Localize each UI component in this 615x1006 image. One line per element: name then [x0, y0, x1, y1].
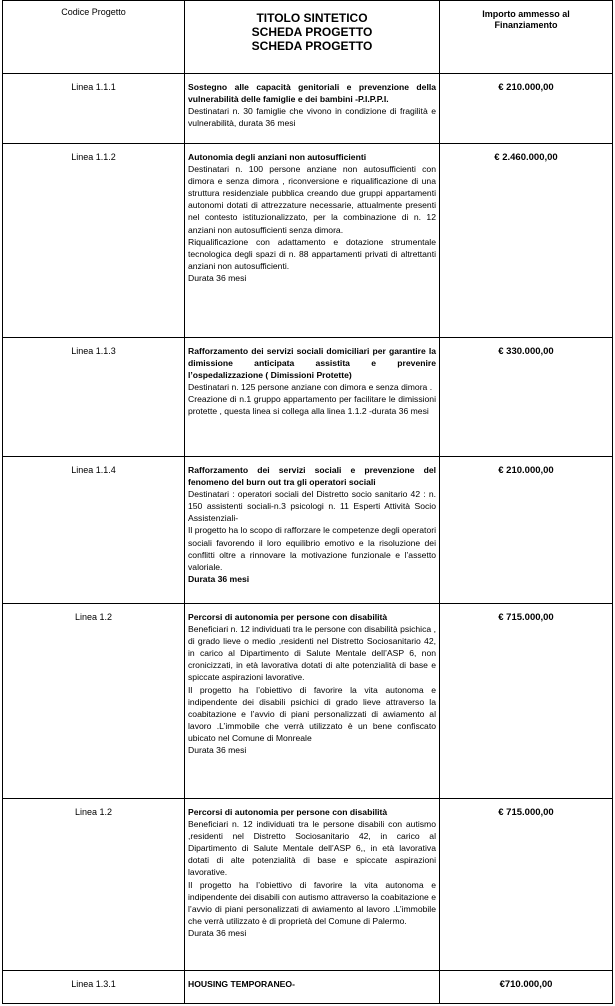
header-title-line: SCHEDA PROGETTO — [251, 39, 373, 53]
project-amount: € 210.000,00 — [498, 82, 554, 93]
project-paragraph: Durata 36 mesi — [188, 927, 247, 938]
code-cell — [3, 457, 185, 604]
project-paragraph: Destinatari n. 30 famiglie che vivono in condizione di fragilità e vulnerabilità, durata 36 mesi — [188, 106, 436, 129]
description-cell — [185, 604, 440, 799]
code-cell — [3, 604, 185, 799]
project-paragraph: Il progetto ha lo scopo di rafforzare le competenze degli operatori sociali favorendo il loro equilibrio emotivo e la risoluzione dei conflitti oltre a rinnovare la motivazione funzionale e l’assetto valoriale. — [188, 525, 436, 572]
header-title-cell — [185, 1, 440, 74]
project-title: Percorsi di autonomia per persone con disabilità — [188, 612, 388, 622]
amount-cell — [440, 144, 613, 338]
header-title-line: SCHEDA PROGETTO — [251, 25, 373, 39]
project-code: Linea 1.3.1 — [71, 979, 116, 989]
description-cell — [185, 971, 440, 1004]
project-paragraph: Il progetto ha l’obiettivo di favorire la vita autonoma e indipendente dei disabili psichici di grado lieve attraverso la coabitazione e l’avvio di piani personalizzati di awiamento al lavoro .L’immobile che verrà utilizzato è un bene confiscato ubicato nel Comune di Monreale — [188, 684, 436, 743]
project-description — [185, 457, 439, 585]
header-amount — [440, 1, 612, 31]
project-paragraph: Durata 36 mesi — [188, 745, 247, 756]
project-paragraph: Durata 36 mesi — [188, 272, 247, 283]
project-amount: € 715.000,00 — [498, 807, 554, 818]
project-paragraph: Destinatari : operatori sociali del Distretto socio sanitario 42 : n. 150 assistenti sociali-n.3 psicologi n. 11 Esperti Attività Socio Assistenziali- — [188, 489, 436, 524]
amount-cell — [440, 604, 613, 799]
code-cell — [3, 144, 185, 338]
project-row — [3, 338, 613, 457]
project-description — [185, 799, 439, 939]
project-paragraph: Il progetto ha l’obiettivo di favorire la vita autonoma e indipendente dei disabili con autismo attraverso la coabitazione e l’avvio di piani personalizzati di awiamento al lavoro .L’immobile che verrà utilizzato è di proprietà del Comune di Palermo. — [188, 879, 436, 926]
project-code: Linea 1.1.1 — [71, 82, 116, 92]
header-amount-cell — [440, 1, 613, 74]
amount-cell — [440, 971, 613, 1004]
project-paragraph: Riqualificazione con adattamento e dotazione strumentale tecnologica degli spazi di n. 88 appartamenti privati di altrettanti anziani non autosufficienti. — [188, 236, 436, 271]
amount-cell — [440, 338, 613, 457]
project-code: Linea 1.1.4 — [71, 465, 116, 475]
project-paragraph: Destinatari n. 125 persone anziane con dimora e senza dimora . — [188, 382, 433, 393]
amount-cell — [440, 457, 613, 604]
description-cell — [185, 799, 440, 971]
header-amount-line: Finanziamento — [494, 20, 558, 30]
project-row — [3, 457, 613, 604]
header-row — [3, 1, 613, 74]
project-code: Linea 1.2 — [74, 612, 113, 622]
header-code-cell — [3, 1, 185, 74]
project-title: Rafforzamento dei servizi sociali e prevenzione del fenomeno del burn out tra gli operatori sociali — [188, 465, 436, 488]
project-row — [3, 144, 613, 338]
project-paragraph: Beneficiari n. 12 individuati tra le persone disabili con autismo ,residenti nel Distretto Sociosanitario 42, in carico al Dipartimento di Salute Mentale dell’ASP 6,, in età lavorativa dotati di alte potenzialità di base e spiccate aspirazioni lavorative. — [188, 819, 436, 878]
project-description — [185, 971, 439, 990]
project-code: Linea 1.1.2 — [71, 152, 116, 162]
header-code: Codice Progetto — [61, 7, 126, 17]
project-amount: € 2.460.000,00 — [494, 152, 558, 163]
project-title: HOUSING TEMPORANEO- — [188, 979, 295, 989]
header-amount-line: Importo ammesso al — [482, 9, 570, 19]
project-code: Linea 1.1.3 — [71, 346, 116, 356]
code-cell — [3, 971, 185, 1004]
project-row — [3, 604, 613, 799]
description-cell — [185, 457, 440, 604]
project-row — [3, 971, 613, 1004]
project-duration: Durata 36 mesi — [188, 573, 250, 584]
project-description — [185, 144, 439, 284]
amount-cell — [440, 74, 613, 144]
project-paragraph: Beneficiari n. 12 individuati tra le persone con disabilità psichica , di grado lieve o medio ,residenti nel Distretto Sociosanitario 42, in carico al Dipartimento di Salute Mentale dell’ASP 6, non cronicizzati, in età lavorativa dotati di alte potenzialità di base e spiccate aspirazioni lavorative. — [188, 624, 436, 683]
amount-cell — [440, 799, 613, 971]
project-title: Percorsi di autonomia per persone con disabilità — [188, 807, 388, 817]
project-row — [3, 799, 613, 971]
code-cell — [3, 74, 185, 144]
project-paragraph: Creazione di n.1 gruppo appartamento per facilitare le dimissioni protette , questa linea si collega alla linea 1.1.2 -durata 36 mesi — [188, 394, 436, 417]
project-amount: € 715.000,00 — [498, 612, 554, 623]
project-table — [2, 0, 613, 1004]
header-title — [185, 1, 439, 53]
header-title-line: TITOLO SINTETICO — [256, 11, 368, 25]
project-code: Linea 1.2 — [74, 807, 113, 817]
code-cell — [3, 338, 185, 457]
description-cell — [185, 74, 440, 144]
project-description — [185, 74, 439, 129]
project-amount: € 330.000,00 — [498, 346, 554, 357]
project-amount: € 210.000,00 — [498, 465, 554, 476]
code-cell — [3, 799, 185, 971]
project-description — [185, 604, 439, 756]
project-title: Rafforzamento dei servizi sociali domiciliari per garantire la dimissione anticipata assistita e prevenire l’ospedalizzazione ( Dimissioni Protette) — [188, 346, 436, 381]
project-description — [185, 338, 439, 418]
project-title: Sostegno alle capacità genitoriali e prevenzione della vulnerabilità delle famiglie e dei bambini -P.I.P.P.I. — [188, 82, 436, 105]
description-cell — [185, 338, 440, 457]
project-row — [3, 74, 613, 144]
description-cell — [185, 144, 440, 338]
project-amount: €710.000,00 — [499, 979, 553, 990]
project-paragraph: Destinatari n. 100 persone anziane non autosufficienti con dimora e senza dimora , riconversione e riqualificazione di una struttura residenziale pubblica creando due gruppi appartamenti autonomi dotati di attrezzature necessarie, attualmente presenti nel contesto istituzionalizzato, per la combinazione di n. 12 anziani non autosufficienti senza dimora. — [188, 164, 436, 235]
project-title: Autonomia degli anziani non autosufficienti — [188, 152, 367, 162]
